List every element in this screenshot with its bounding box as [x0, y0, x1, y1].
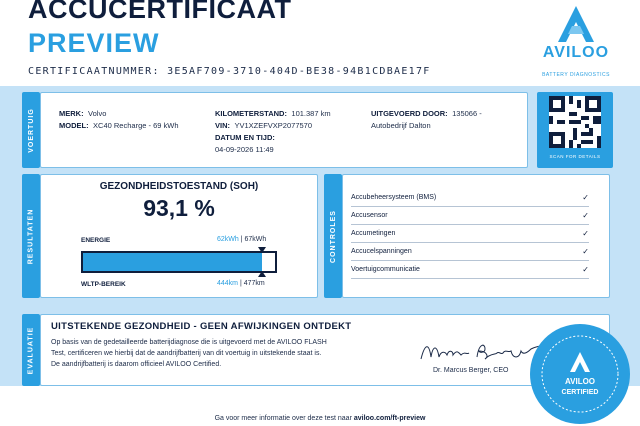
- footer-link[interactable]: aviloo.com/ft-preview: [353, 415, 426, 422]
- certificate-number: CERTIFICAATNUMMER: 3E5AF709-3710-404D-BE38-94B1CDBAE17F: [28, 66, 431, 77]
- soh-bar: [81, 251, 277, 273]
- certified-seal-icon: [528, 322, 632, 426]
- check-row: Accucelspanningen ✓: [351, 243, 589, 261]
- logo-brand: AVILOO: [542, 44, 610, 61]
- performed-by-dealer: Autobedrijf Dalton: [371, 121, 431, 130]
- evaluation-text: Op basis van de gedetailleerde batterijdiagnose die is uitgevoerd met de AVILOO FLASH Test, certificeren we hierbij dat de aandrijfbatterij van dit voertuig in uitstekende staat is. De aandrijfbatterij is daarom officieel AVILOO Certified.: [51, 339, 327, 368]
- qr-code-icon: [549, 96, 601, 148]
- check-icon: ✓: [582, 265, 589, 274]
- vehicle-card: [40, 92, 528, 168]
- soh-marker-top: [258, 247, 266, 253]
- datetime-value: 04-09-2026 11:49: [215, 145, 274, 154]
- check-icon: ✓: [582, 247, 589, 256]
- evaluation-title: UITSTEKENDE GEZONDHEID - GEEN AFWIJKINGEN ONTDEKT: [51, 321, 352, 332]
- certificate-title: ACCUCERTIFICAAT: [28, 0, 292, 24]
- evaluation-card: [40, 314, 610, 386]
- model-value: XC40 Recharge - 69 kWh: [93, 121, 179, 130]
- section-tab-results: RESULTATEN: [22, 174, 40, 298]
- energy-values: 62kWh | 67kWh: [217, 236, 267, 243]
- check-icon: ✓: [582, 193, 589, 202]
- check-icon: ✓: [582, 211, 589, 220]
- range-values: 444km | 477km: [217, 280, 265, 287]
- section-tab-controls: CONTROLES: [324, 174, 342, 298]
- controls-card: [342, 174, 610, 298]
- soh-bar-fill: [83, 253, 262, 271]
- vin-label: VIN:: [215, 121, 230, 130]
- mileage-label: KILOMETERSTAND:: [215, 109, 287, 118]
- qr-code[interactable]: [537, 92, 613, 168]
- check-row: Voertuigcommunicatie ✓: [351, 261, 589, 279]
- check-row: Accusensor ✓: [351, 207, 589, 225]
- datetime-label: DATUM EN TIJD:: [215, 133, 275, 142]
- performed-by-value: 135066 -: [452, 109, 482, 118]
- logo-tagline: BATTERY DIAGNOSTICS: [542, 72, 610, 78]
- signer-name: Dr. Marcus Berger, CEO: [433, 367, 509, 374]
- mileage-value: 101.387 km: [291, 109, 331, 118]
- model-label: MODEL:: [59, 121, 89, 130]
- svg-text:AVILOO: AVILOO: [564, 377, 596, 386]
- make-value: Volvo: [88, 109, 107, 118]
- performed-by-label: UITGEVOERD DOOR:: [371, 109, 448, 118]
- check-icon: ✓: [582, 229, 589, 238]
- check-row: Accubeheersysteem (BMS) ✓: [351, 189, 589, 207]
- energy-label: ENERGIE: [81, 237, 111, 244]
- svg-text:CERTIFIED: CERTIFIED: [561, 389, 599, 396]
- section-tab-vehicle: VOERTUIG: [22, 92, 40, 168]
- vin-value: YV1XZEFVXP2077570: [234, 121, 313, 130]
- results-card: [40, 174, 318, 298]
- range-label: WLTP-BEREIK: [81, 281, 126, 288]
- aviloo-logo-icon: [536, 4, 616, 82]
- section-tab-evaluation: EVALUATIE: [22, 314, 40, 386]
- soh-value: 93,1 %: [143, 195, 215, 221]
- footer-text: Ga voor meer informatie over deze test naar aviloo.com/ft-preview: [214, 415, 426, 422]
- check-row: Accumetingen ✓: [351, 225, 589, 243]
- soh-title: GEZONDHEIDSTOESTAND (SOH): [99, 181, 259, 192]
- qr-caption: SCAN FOR DETAILS: [549, 154, 601, 159]
- certificate-subtitle: PREVIEW: [28, 28, 160, 58]
- soh-marker-bottom: [258, 271, 266, 277]
- make-label: MERK:: [59, 109, 84, 118]
